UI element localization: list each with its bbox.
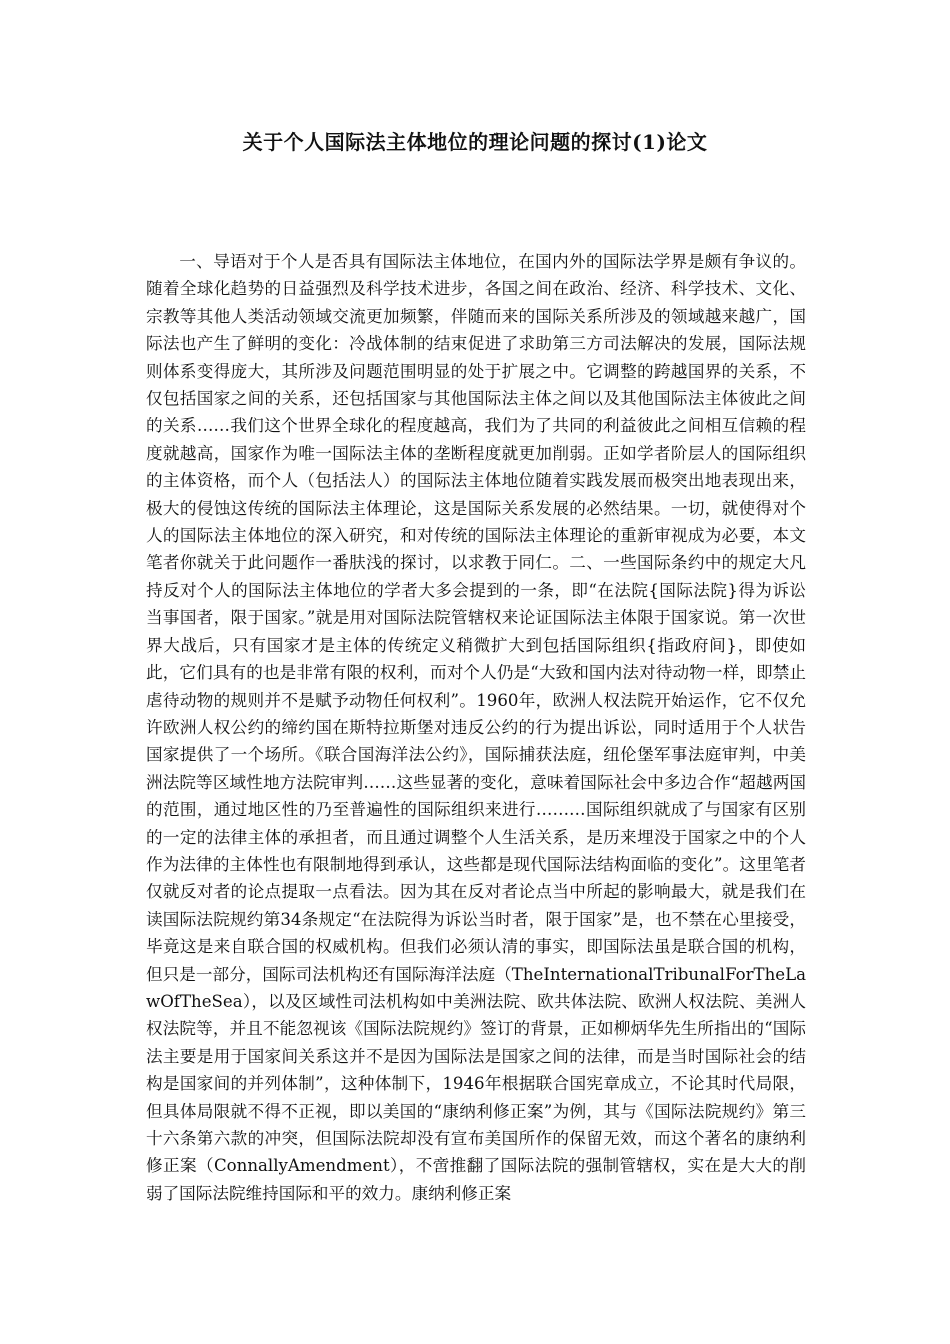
document-body-paragraph: 一、导语对于个人是否具有国际法主体地位，在国内外的国际法学界是颇有争议的。随着全球化趋势的日益强烈及科学技术进步，各国之间在政治、经济、科学技术、文化、宗教等其他人类活动领域交流更加频繁，伴随而来的国际关系所涉及的领域越来越广，国际法也产生了鲜明的变化：冷战体制的结束促进了求助第三方司法解决的发展，国际法规则体系变得庞大，其所涉及问题范围明显的处于扩展之中。它调整的跨越国界的关系，不仅包括国家之间的关系，还包括国家与其他国际法主体之间以及其他国际法主体彼此之间的关系……我们这个世界全球化的程度越高，我们为了共同的利益彼此之间相互信赖的程度就越高，国家作为唯一国际法主体的垄断程度就更加削弱。正如学者阶层人的国际组织的主体资格，而个人（包括法人）的国际法主体地位随着实践发展而极突出地表现出来，极大的侵蚀这传统的国际法主体理论，这是国际关系发展的必然结果。一切，就使得对个人的国际法主体地位的深入研究，和对传统的国际法主体理论的重新审视成为必要，本文笔者你就关于此问题作一番肤浅的探讨，以求教于同仁。二、一些国际条约中的规定大凡持反对个人的国际法主体地位的学者大多会提到的一条，即“在法院{国际法院}得为诉讼当事国者，限于国家。”就是用对国际法院管辖权来论证国际法主体限于国家说。第一次世界大战后，只有国家才是主体的传统定义稍微扩大到包括国际组织{指政府间}，即使如此，它们具有的也是非常有限的权利，而对个人仍是“大致和国内法对待动物一样，即禁止虐待动物的规则并不是赋予动物任何权利”。1960年，欧洲人权法院开始运作，它不仅允许欧洲人权公约的缔约国在斯特拉斯堡对违反公约的行为提出诉讼，同时适用于个人状告国家提供了一个场所。《联合国海洋法公约》，国际捕获法庭，纽伦堡军事法庭审判，中美洲法院等区域性地方法院审判……这些显著的变化，意味着国际社会中多边合作“超越两国的范围，通过地区性的乃至普遍性的国际组织来进行………国际组织就成了与国家有区别的一定的法律主体的承担者，而且通过调整个人生活关系，是历来埋没于国家之中的个人作为法律的主体性也有限制地得到承认，这些都是现代国际法结构面临的变化”。这里笔者仅就反对者的论点提取一点看法。因为其在反对者论点当中所起的影响最大，就是我们在读国际法院规约第34条规定“在法院得为诉讼当时者，限于国家”是，也不禁在心里接受，毕竟这是来自联合国的权威机构。但我们必须认清的事实，即国际法虽是联合国的机构，但只是一部分，国际司法机构还有国际海洋法庭（TheInternationalTribunalForTheLawOfTheSea），以及区域性司法机构如中美洲法院、欧共体法院、欧洲人权法院、美洲人权法院等，并且不能忽视该《国际法院规约》签订的背景，正如柳炳华先生所指出的“国际法主要是用于国家间关系这并不是因为国际法是国家之间的法律，而是当时国际社会的结构是国家间的并列体制”，这种体制下，1946年根据联合国宪章成立，不论其时代局限，但具体局限就不得不正视，即以美国的“康纳利修正案”为例，其与《国际法院规约》第三十六条第六款的冲突，但国际法院却没有宣布美国所作的保留无效，而这个著名的康纳利修正案（ConnallyAmendment），不啻推翻了国际法院的强制管辖权，实在是大大的削弱了国际法院维持国际和平的效力。康纳利修正案 [146, 252, 806, 1203]
document-title: 关于个人国际法主体地位的理论问题的探讨(1)论文 [242, 130, 708, 154]
